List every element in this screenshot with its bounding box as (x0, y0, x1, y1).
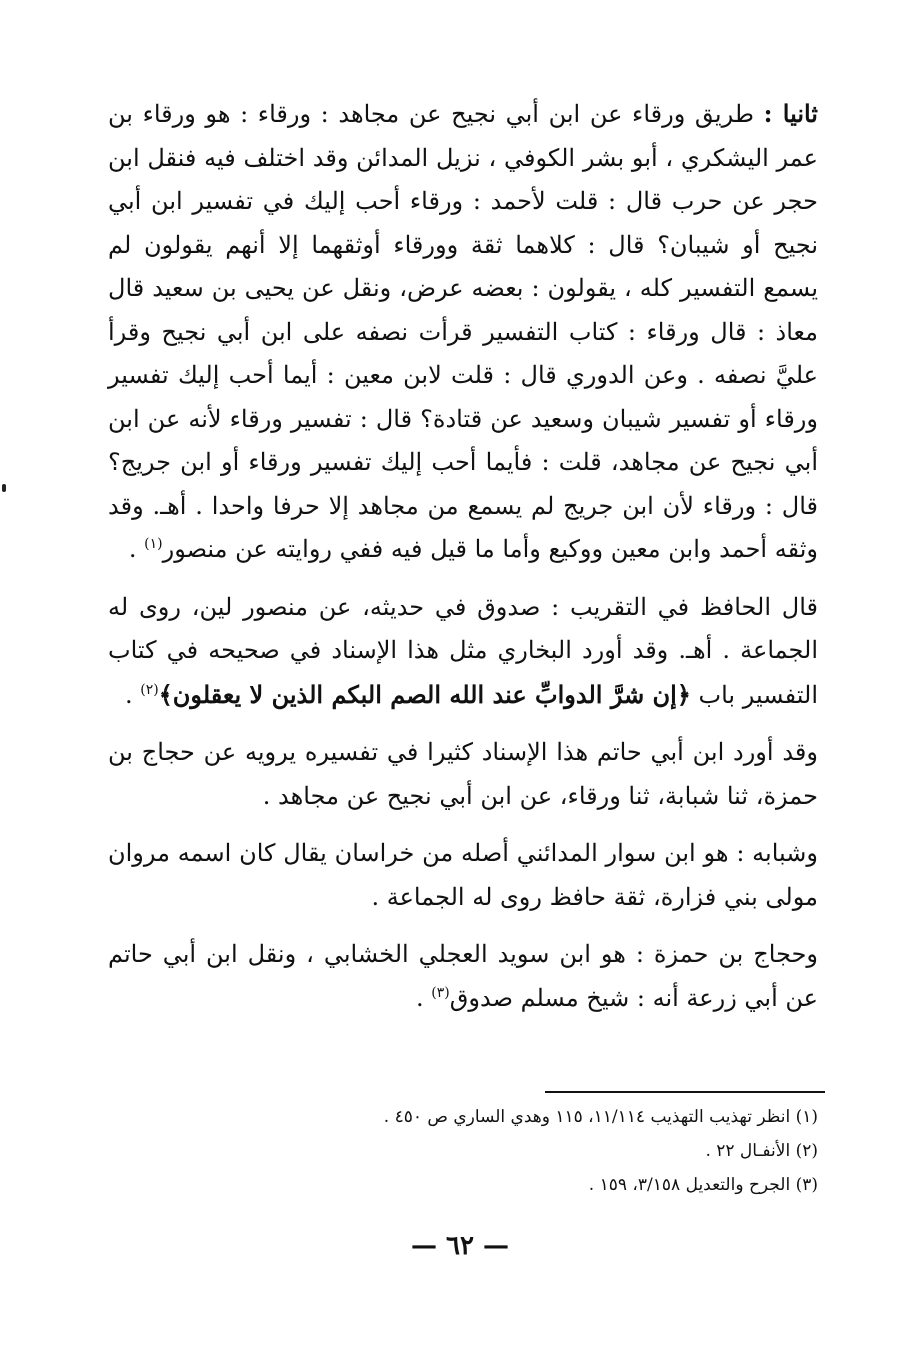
footnote-ref-1: (١) (144, 536, 163, 552)
footnote-3: (٣) الجرح والتعديل ٣/١٥٨، ١٥٩ . (588, 1175, 818, 1195)
footnote-ref-3: (٣) (431, 984, 450, 1001)
footnotes (383, 1100, 818, 1202)
paragraph-4 (108, 832, 818, 919)
paragraph-text: وحجاج بن حمزة : هو ابن سويد العجلي الخشابي ، ونقل ابن أبي حاتم عن أبي زرعة أنه : شيخ مسلم صدوق (108, 940, 818, 1012)
main-text (108, 92, 818, 1020)
quran-verse: ﴿إن شرَّ الدوابِّ عند الله الصم البكم الذين لا يعقلون﴾ (158, 679, 691, 709)
paragraph-5 (108, 933, 818, 1020)
paragraph-text: وشبابه : هو ابن سوار المدائني أصله من خراسان يقال كان اسمه مروان مولى بني فزارة، ثقة حافظ روى له الجماعة . (108, 839, 818, 911)
paragraph-3 (108, 731, 818, 818)
footnote-2: (٢) الأنفـال ٢٢ . (705, 1141, 818, 1161)
paragraph-2 (108, 586, 818, 718)
page-number: — ٦٢ — (410, 1231, 510, 1261)
margin-mark (2, 484, 6, 492)
paragraph-end: . (125, 680, 141, 709)
footnote-1: (١) انظر تهذيب التهذيب ١١/١١٤، ١١٥ وهدي الساري ص ٤٥٠ . (383, 1107, 818, 1127)
paragraph-end: . (128, 535, 145, 563)
paragraph-1 (108, 92, 818, 572)
footnote-ref-2: (٢) (140, 681, 159, 698)
paragraph-text: طريق ورقاء عن ابن أبي نجيح عن مجاهد : ورقاء : هو ورقاء بن عمر اليشكري ، أبو بشر الكوفي ، نزيل المدائن وقد اختلف فيه فنقل ابن حجر عن حرب قال : قلت لأحمد : ورقاء أحب إليك في تفسير ابن أبي نجيح أو شيبان؟ قال : كلاهما ثقة وورقاء أوثقهما إلا أنهم يقولون لم يسمع التفسير كله ، يقولون : بعضه عرض، ونقل عن يحيى بن سعيد قال معاذ : قال ورقاء : كتاب التفسير قرأت نصفه على ابن أبي نجيح وقرأ عليَّ نصفه . وعن الدوري قال : قلت لابن معين : أيما أحب إليك تفسير ورقاء أو تفسير شيبان وسعيد عن قتادة؟ قال : تفسير ورقاء لأنه عن ابن أبي نجيح عن مجاهد، قلت : فأيما أحب إليك تفسير ورقاء أو ابن جريج؟ قال : ورقاء لأن ابن جريج لم يسمع من مجاهد إلا حرفا واحدا . أهـ. وقد وثقه أحمد وابن معين ووكيع وأما ما قيل فيه ففي روايته عن منصور (108, 100, 818, 563)
footnote-divider (545, 1091, 825, 1093)
paragraph-text: قال الحافظ في التقريب : صدوق في حديثه، عن منصور لين، روى له الجماعة . أهـ. وقد أورد البخاري مثل هذا الإسناد في صحيحه في كتاب التفسير باب (108, 592, 818, 709)
paragraph-end: . (416, 983, 432, 1012)
paragraph-lead: ثانيا : (763, 99, 818, 128)
paragraph-text: وقد أورد ابن أبي حاتم هذا الإسناد كثيرا في تفسيره يرويه عن حجاج بن حمزة، ثنا شبابة، ثنا ورقاء، عن ابن أبي نجيح عن مجاهد . (108, 738, 818, 810)
